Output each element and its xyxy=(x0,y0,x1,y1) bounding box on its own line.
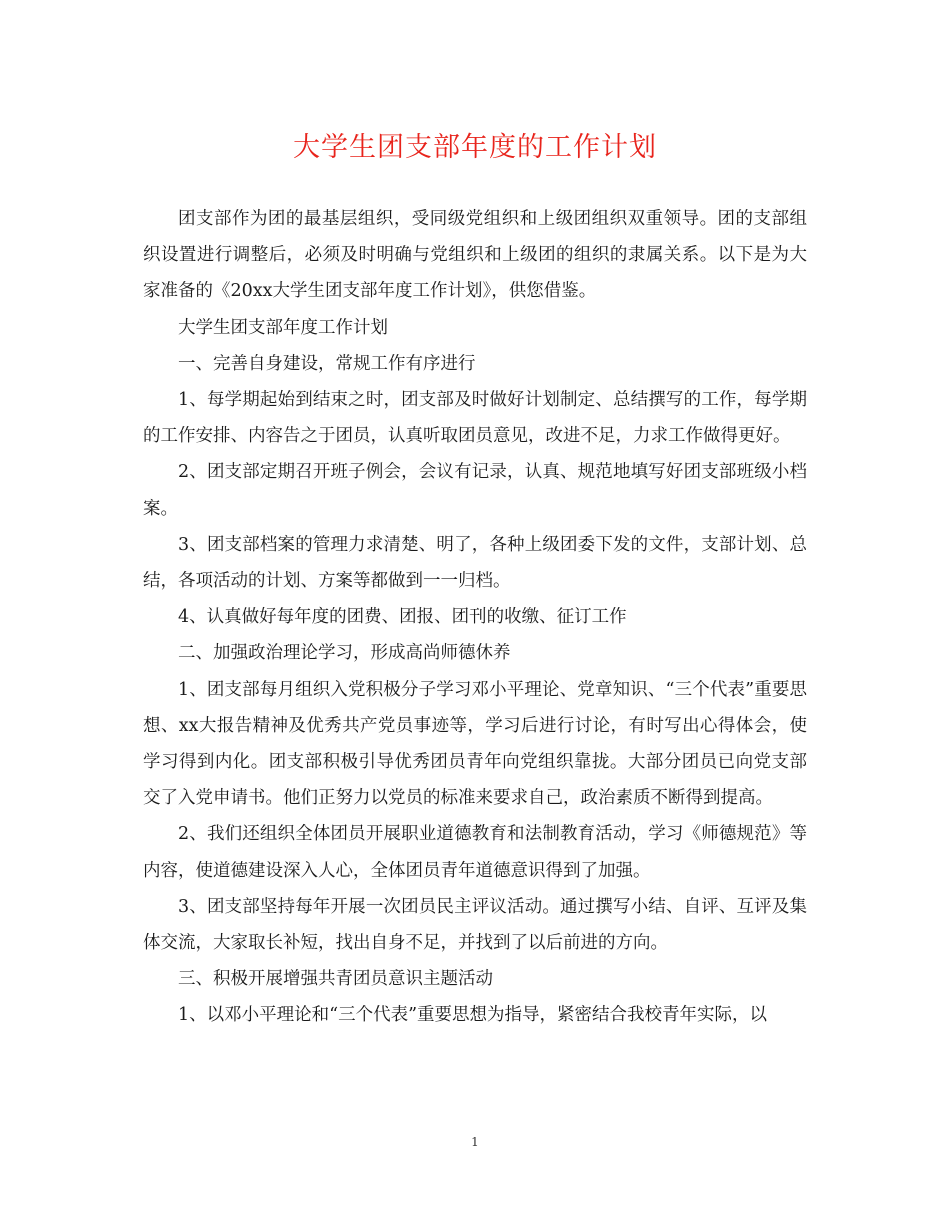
section-heading-3: 三、积极开展增强共青团员意识主题活动 xyxy=(178,969,493,990)
section-heading-1: 一、完善自身建设，常规工作有序进行 xyxy=(178,353,476,374)
plan-heading: 大学生团支部年度工作计划 xyxy=(178,317,388,338)
section-2-item-3: 3、团支部坚持每年开展一次团员民主评议活动。通过撰写小结、自评、互评及集体交流，大家取长补短，找出自身不足，并找到了以后前进的方向。 xyxy=(143,896,807,954)
section-heading-2: 二、加强政治理论学习，形成高尚师德休养 xyxy=(178,643,511,664)
intro-paragraph: 团支部作为团的最基层组织，受同级党组织和上级团组织双重领导。团的支部组织设置进行调整后，必须及时明确与党组织和上级团的组织的隶属关系。以下是为大家准备的《20xx大学生团支部年度工作计划》，供您借鉴。 xyxy=(143,209,807,302)
section-2-item-1: 1、团支部每月组织入党积极分子学习邓小平理论、党章知识、“三个代表”重要思想、xx大报告精神及优秀共产党员事迹等，学习后进行讨论，有时写出心得体会，使学习得到内化。团支部积极引导优秀团员青年向党组织靠拢。大部分团员已向党支部交了入党申请书。他们正努力以党员的标准来要求自己，政治素质不断得到提高。 xyxy=(143,679,807,809)
section-1-item-4: 4、认真做好每年度的团费、团报、团刊的收缴、征订工作 xyxy=(178,607,627,628)
section-1-item-3: 3、团支部档案的管理力求清楚、明了，各种上级团委下发的文件，支部计划、总结，各项活动的计划、方案等都做到一一归档。 xyxy=(143,534,807,592)
section-3-item-1: 1、以邓小平理论和“三个代表”重要思想为指导，紧密结合我校青年实际，以 xyxy=(178,1005,768,1026)
document-title: 大学生团支部年度的工作计划 xyxy=(293,132,657,163)
section-1-item-2: 2、团支部定期召开班子例会，会议有记录，认真、规范地填写好团支部班级小档案。 xyxy=(143,462,807,519)
page-number: 1 xyxy=(471,1135,479,1149)
section-1-item-1: 1、每学期起始到结束之时，团支部及时做好计划制定、总结撰写的工作，每学期的工作安排、内容告之于团员，认真听取团员意见，改进不足，力求工作做得更好。 xyxy=(143,390,807,447)
section-2-item-2: 2、我们还组织全体团员开展职业道德教育和法制教育活动，学习《师德规范》等内容，使道德建设深入人心，全体团员青年道德意识得到了加强。 xyxy=(143,824,807,881)
document-body xyxy=(143,201,807,1034)
